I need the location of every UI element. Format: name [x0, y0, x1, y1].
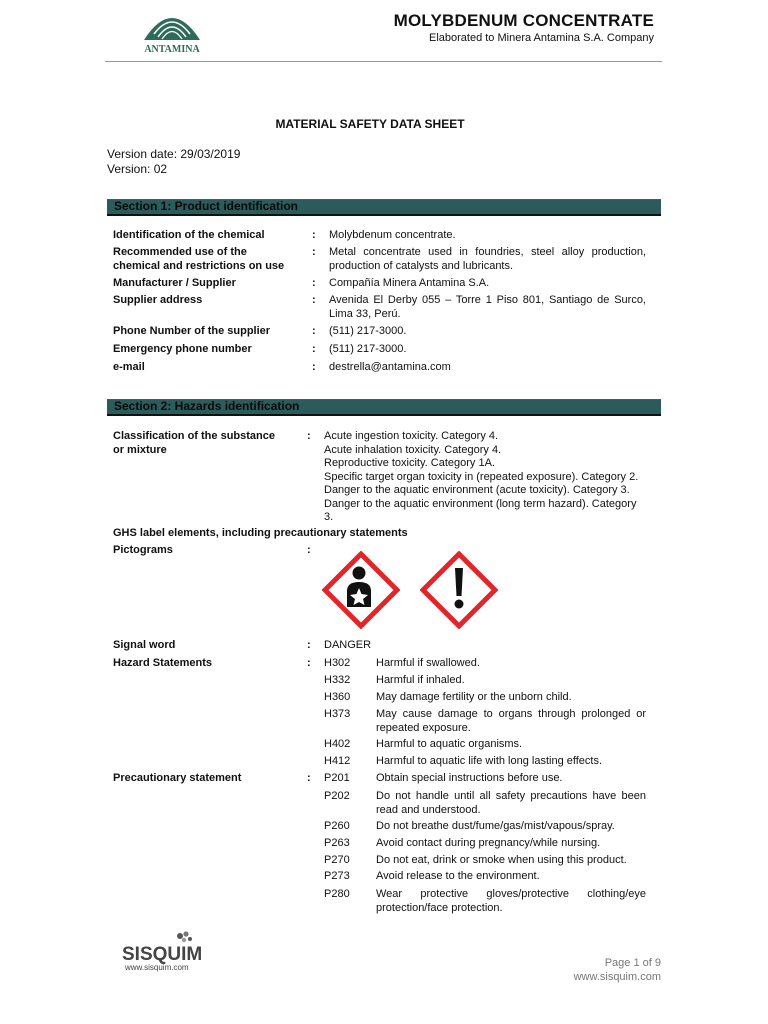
- colon: :: [307, 430, 311, 442]
- colon: :: [307, 639, 311, 651]
- row-label: Manufacturer / Supplier: [113, 277, 236, 289]
- row-value-cont: production of catalysts and lubricants.: [329, 259, 514, 272]
- colon: :: [307, 657, 311, 669]
- antamina-logo-text: ANTAMINA: [144, 44, 200, 55]
- row-label: Identification of the chemical: [113, 229, 265, 241]
- hazard-code: H360: [324, 691, 351, 703]
- section-2-header: [107, 399, 661, 416]
- sisquim-logo-text: SISQUIM: [122, 944, 203, 965]
- hazard-text: Harmful if swallowed.: [376, 657, 480, 669]
- sisquim-logo-url: www.sisquim.com: [125, 963, 189, 972]
- footer-url-link[interactable]: www.sisquim.com: [573, 971, 661, 983]
- classification-item: Danger to the aquatic environment (long term hazard). Category: [324, 497, 637, 510]
- precaution-code: P280: [324, 888, 350, 900]
- row-value: (511) 217-3000.: [329, 325, 407, 337]
- exclamation-mark-pictogram-icon: [420, 551, 498, 629]
- hazard-code: H373: [324, 708, 351, 720]
- row-value-cont: Lima 33, Perú.: [329, 307, 401, 320]
- colon: :: [307, 544, 311, 556]
- hazard-text: Harmful if inhaled.: [376, 674, 465, 686]
- colon: :: [312, 246, 316, 258]
- row-label: e-mail: [113, 361, 145, 373]
- precaution-text-cont: read and understood.: [376, 803, 481, 816]
- colon: :: [307, 772, 311, 784]
- pictograms-label: Pictograms: [113, 544, 173, 556]
- hazard-text: May damage fertility or the unborn child.: [376, 691, 572, 703]
- page-number: Page 1 of 9: [604, 957, 661, 969]
- header-divider: [105, 61, 662, 62]
- signal-word-label: Signal word: [113, 639, 176, 651]
- precaution-text: Avoid release to the environment.: [376, 870, 540, 882]
- hazard-text: May cause damage to organs through prolonged or: [376, 708, 646, 720]
- hazard-code: H302: [324, 657, 351, 669]
- row-label: Supplier address: [113, 294, 203, 306]
- precaution-text: Do not eat, drink or smoke when using this product.: [376, 854, 627, 866]
- precaution-code: P263: [324, 837, 350, 849]
- health-hazard-pictogram-icon: [322, 551, 400, 629]
- hazard-text-cont: repeated exposure.: [376, 721, 471, 734]
- row-value: Avenida El Derby 055 – Torre 1 Piso 801, Santiago de Surco,: [329, 294, 646, 306]
- document-subtitle: Elaborated to Minera Antamina S.A. Company: [428, 32, 654, 44]
- precaution-text: Do not breathe dust/fume/gas/mist/vapous/spray.: [376, 820, 615, 832]
- precaution-text: Obtain special instructions before use.: [376, 772, 563, 784]
- row-value: Compañía Minera Antamina S.A.: [329, 277, 490, 289]
- hazard-statements-label: Hazard Statements: [113, 657, 213, 669]
- row-label-cont: chemical and restrictions on use: [113, 259, 285, 272]
- ghs-heading: GHS label elements, including precautionary statements: [113, 527, 408, 539]
- precaution-code: P273: [324, 870, 350, 882]
- version-date: Version date: 29/03/2019: [107, 147, 241, 161]
- classification-label: Classification of the substance: [113, 430, 275, 442]
- msds-title: MATERIAL SAFETY DATA SHEET: [275, 117, 465, 131]
- precaution-text: Do not handle until all safety precautions have been: [376, 790, 646, 802]
- hazard-text: Harmful to aquatic life with long lasting effects.: [376, 755, 603, 767]
- precaution-code: P270: [324, 854, 350, 866]
- precaution-code: P260: [324, 820, 350, 832]
- classification-label-cont: or mixture: [113, 443, 167, 456]
- document-title: MOLYBDENUM CONCENTRATE: [393, 11, 654, 30]
- sisquim-logo: [122, 928, 212, 974]
- signal-word: DANGER: [324, 639, 372, 651]
- precautionary-label: Precautionary statement: [113, 772, 242, 784]
- hazard-code: H412: [324, 755, 351, 767]
- colon: :: [312, 277, 316, 289]
- colon: :: [312, 294, 316, 306]
- hazard-text: Harmful to aquatic organisms.: [376, 738, 523, 750]
- section-2-heading: Section 2: Hazards identification: [114, 399, 300, 413]
- classification-item: Danger to the aquatic environment (acute toxicity). Category 3.: [324, 484, 630, 496]
- precaution-text-cont: protection/face protection.: [376, 901, 503, 914]
- section-1-header: [107, 199, 661, 216]
- row-value: Metal concentrate used in foundries, steel alloy production,: [329, 246, 646, 258]
- classification-item: Acute inhalation toxicity. Category 4.: [324, 443, 502, 456]
- row-value: (511) 217-3000.: [329, 343, 407, 355]
- colon: :: [312, 325, 316, 337]
- precaution-code: P202: [324, 790, 350, 802]
- section-1-heading: Section 1: Product identification: [114, 199, 299, 213]
- precaution-code: P201: [324, 772, 350, 784]
- email-link[interactable]: destrella@antamina.com: [329, 361, 451, 373]
- row-value: Molybdenum concentrate.: [329, 229, 456, 241]
- colon: :: [312, 361, 316, 373]
- colon: :: [312, 343, 316, 355]
- row-label: Emergency phone number: [113, 343, 252, 355]
- precaution-text: Wear protective gloves/protective clothing/eye: [376, 888, 646, 900]
- version-number: Version: 02: [107, 162, 168, 176]
- classification-item: Reproductive toxicity. Category 1A.: [324, 457, 495, 469]
- colon: :: [312, 229, 316, 241]
- hazard-code: H402: [324, 738, 351, 750]
- classification-item: 3.: [324, 511, 334, 523]
- precaution-text: Avoid contact during pregnancy/while nursing.: [376, 837, 601, 849]
- row-label: Recommended use of the: [113, 246, 247, 258]
- antamina-logo: [140, 0, 204, 58]
- classification-item: Acute ingestion toxicity. Category 4.: [324, 430, 499, 442]
- row-label: Phone Number of the supplier: [113, 325, 271, 337]
- classification-item: Specific target organ toxicity in (repeated exposure). Category 2.: [324, 470, 639, 483]
- hazard-code: H332: [324, 674, 351, 686]
